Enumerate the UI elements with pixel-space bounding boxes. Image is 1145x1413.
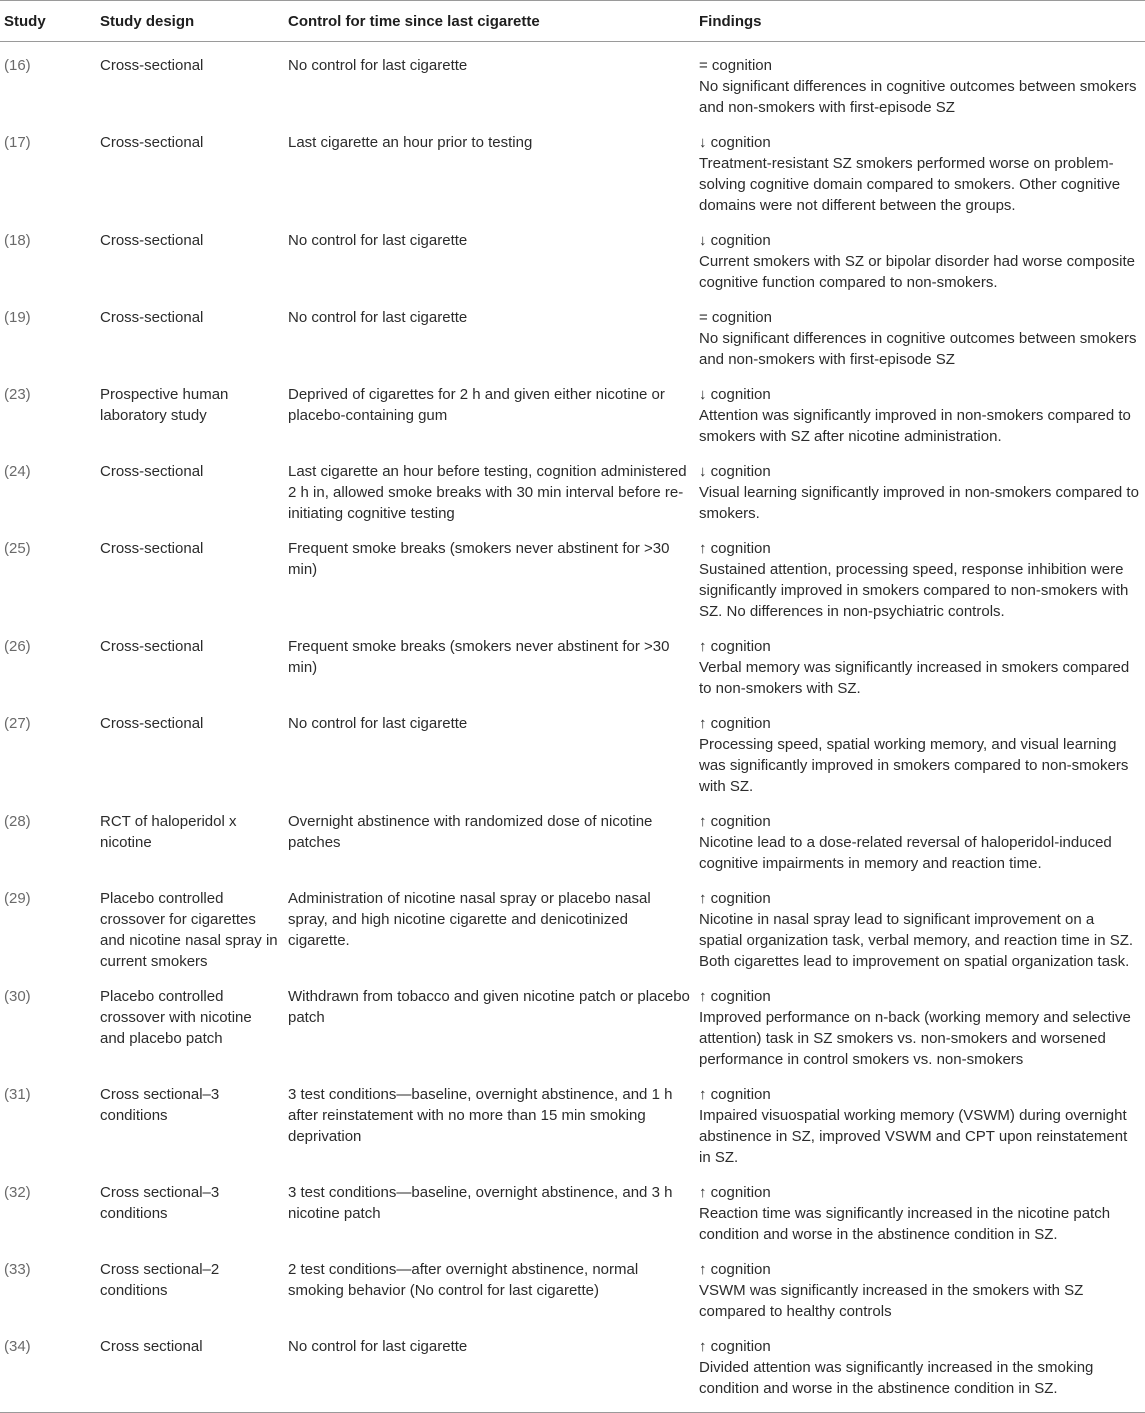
findings-cell [695, 1084, 1145, 1182]
effect-direction: ↓ cognition [699, 134, 771, 151]
study-design-cell: Cross-sectional [100, 232, 204, 249]
effect-direction: ↓ cognition [699, 386, 771, 403]
study-ref-link[interactable]: (24) [4, 463, 31, 480]
table-row [0, 307, 1145, 384]
table-row [0, 42, 1145, 133]
study-ref-link[interactable]: (29) [4, 890, 31, 907]
findings-description: Processing speed, spatial working memory, and visual learning was significantly improved in smokers compared to non-smokers with SZ. [699, 736, 1129, 795]
study-design-cell: Prospective human laboratory study [100, 386, 229, 424]
study-ref-link[interactable]: (17) [4, 134, 31, 151]
effect-direction: ↑ cognition [699, 1184, 771, 1201]
table-row [0, 1259, 1145, 1336]
table-row [0, 384, 1145, 461]
control-cell: Deprived of cigarettes for 2 h and given either nicotine or placebo-containing gum [288, 386, 665, 424]
findings-description: Current smokers with SZ or bipolar disorder had worse composite cognitive function compared to non-smokers. [699, 253, 1136, 291]
study-design-cell: Cross-sectional [100, 638, 204, 655]
control-cell: Last cigarette an hour before testing, cognition administered 2 h in, allowed smoke breaks with 30 min interval before re-initiating cognitive testing [288, 463, 687, 522]
control-cell: No control for last cigarette [288, 309, 468, 326]
control-cell: 2 test conditions—after overnight abstinence, normal smoking behavior (No control for last cigarette) [288, 1261, 639, 1299]
study-design-cell: Cross-sectional [100, 57, 204, 74]
study-ref-link[interactable]: (28) [4, 813, 31, 830]
findings-cell [695, 307, 1145, 384]
findings-cell [695, 1336, 1145, 1413]
header-control: Control for time since last cigarette [288, 13, 540, 30]
effect-direction: ↓ cognition [699, 463, 771, 480]
study-ref-link[interactable]: (25) [4, 540, 31, 557]
table-row [0, 713, 1145, 811]
control-cell: Overnight abstinence with randomized dose of nicotine patches [288, 813, 653, 851]
findings-description: Attention was significantly improved in non-smokers compared to smokers with SZ after nicotine administration. [699, 407, 1131, 445]
study-ref-link[interactable]: (32) [4, 1184, 31, 1201]
table-row [0, 538, 1145, 636]
effect-direction: ↑ cognition [699, 1338, 771, 1355]
findings-description: Impaired visuospatial working memory (VSWM) during overnight abstinence in SZ, improved VSWM and CPT upon reinstatement in SZ. [699, 1107, 1128, 1166]
header-findings: Findings [699, 13, 762, 30]
study-design-cell: Cross sectional–2 conditions [100, 1261, 220, 1299]
table-row [0, 986, 1145, 1084]
table-row [0, 461, 1145, 538]
table-row [0, 1336, 1145, 1413]
findings-description: No significant differences in cognitive outcomes between smokers and non-smokers with first-episode SZ [699, 330, 1137, 368]
control-cell: Withdrawn from tobacco and given nicotine patch or placebo patch [288, 988, 690, 1026]
findings-description: VSWM was significantly increased in the smokers with SZ compared to healthy controls [699, 1282, 1084, 1320]
control-cell: Administration of nicotine nasal spray or placebo nasal spray, and high nicotine cigarette and denicotinized cigarette. [288, 890, 651, 949]
study-ref-link[interactable]: (27) [4, 715, 31, 732]
control-cell: No control for last cigarette [288, 232, 468, 249]
study-design-cell: Placebo controlled crossover for cigarettes and nicotine nasal spray in current smokers [100, 890, 278, 970]
findings-description: Visual learning significantly improved in non-smokers compared to smokers. [699, 484, 1139, 522]
study-design-cell: Cross sectional–3 conditions [100, 1184, 220, 1222]
table-row [0, 1084, 1145, 1182]
findings-description: Divided attention was significantly increased in the smoking condition and worse in the abstinence condition in SZ. [699, 1359, 1094, 1397]
control-cell: No control for last cigarette [288, 1338, 468, 1355]
effect-direction: ↑ cognition [699, 1261, 771, 1278]
table-row [0, 811, 1145, 888]
effect-direction: = cognition [699, 309, 772, 326]
study-design-cell: Placebo controlled crossover with nicotine and placebo patch [100, 988, 252, 1047]
findings-cell [695, 132, 1145, 230]
header-row [0, 1, 1145, 42]
findings-description: Nicotine in nasal spray lead to significant improvement on a spatial organization task, verbal memory, and reaction time in SZ. Both cigarettes lead to improvement on spatial organization task. [699, 911, 1134, 970]
findings-description: Treatment-resistant SZ smokers performed worse on problem-solving cognitive domain compared to smokers. Other cognitive domains were not different between the groups. [699, 155, 1121, 214]
effect-direction: ↑ cognition [699, 813, 771, 830]
study-design-cell: Cross-sectional [100, 715, 204, 732]
study-design-cell: Cross-sectional [100, 540, 204, 557]
effect-direction: = cognition [699, 57, 772, 74]
study-design-cell: Cross sectional [100, 1338, 203, 1355]
study-ref-link[interactable]: (33) [4, 1261, 31, 1278]
findings-cell [695, 42, 1145, 133]
effect-direction: ↑ cognition [699, 715, 771, 732]
study-ref-link[interactable]: (34) [4, 1338, 31, 1355]
study-ref-link[interactable]: (26) [4, 638, 31, 655]
study-ref-link[interactable]: (30) [4, 988, 31, 1005]
table-header [0, 1, 1145, 42]
effect-direction: ↑ cognition [699, 638, 771, 655]
study-design-cell: Cross-sectional [100, 134, 204, 151]
findings-cell [695, 713, 1145, 811]
study-design-cell: Cross-sectional [100, 463, 204, 480]
findings-description: Nicotine lead to a dose-related reversal of haloperidol-induced cognitive impairments in memory and reaction time. [699, 834, 1112, 872]
control-cell: No control for last cigarette [288, 715, 468, 732]
control-cell: 3 test conditions—baseline, overnight abstinence, and 1 h after reinstatement with no more than 15 min smoking deprivation [288, 1086, 673, 1145]
control-cell: Frequent smoke breaks (smokers never abstinent for >30 min) [288, 540, 670, 578]
findings-description: Sustained attention, processing speed, response inhibition were significantly improved in smokers compared to non-smokers with SZ. No differences in non-psychiatric controls. [699, 561, 1129, 620]
findings-cell [695, 461, 1145, 538]
findings-cell [695, 1259, 1145, 1336]
study-design-cell: Cross sectional–3 conditions [100, 1086, 220, 1124]
study-ref-link[interactable]: (16) [4, 57, 31, 74]
effect-direction: ↑ cognition [699, 540, 771, 557]
header-study-design: Study design [100, 13, 195, 30]
table-body [0, 42, 1145, 1413]
findings-cell [695, 1182, 1145, 1259]
table-row [0, 230, 1145, 307]
findings-description: Reaction time was significantly increased in the nicotine patch condition and worse in the abstinence condition in SZ. [699, 1205, 1111, 1243]
findings-cell [695, 811, 1145, 888]
study-design-cell: RCT of haloperidol x nicotine [100, 813, 237, 851]
header-study: Study [4, 13, 46, 30]
table-row [0, 888, 1145, 986]
findings-cell [695, 538, 1145, 636]
effect-direction: ↑ cognition [699, 988, 771, 1005]
table-row [0, 132, 1145, 230]
findings-cell [695, 384, 1145, 461]
table-row [0, 636, 1145, 713]
study-ref-link[interactable]: (31) [4, 1086, 31, 1103]
effect-direction: ↑ cognition [699, 890, 771, 907]
study-design-cell: Cross-sectional [100, 309, 204, 326]
study-ref-link[interactable]: (18) [4, 232, 31, 249]
control-cell: Frequent smoke breaks (smokers never abstinent for >30 min) [288, 638, 670, 676]
table-row [0, 1182, 1145, 1259]
study-ref-link[interactable]: (23) [4, 386, 31, 403]
findings-cell [695, 986, 1145, 1084]
effect-direction: ↑ cognition [699, 1086, 771, 1103]
findings-description: Improved performance on n-back (working memory and selective attention) task in SZ smokers vs. non-smokers and worsened performance in control smokers vs. non-smokers [699, 1009, 1131, 1068]
findings-cell [695, 636, 1145, 713]
control-cell: Last cigarette an hour prior to testing [288, 134, 533, 151]
findings-description: No significant differences in cognitive outcomes between smokers and non-smokers with first-episode SZ [699, 78, 1137, 116]
findings-cell [695, 230, 1145, 307]
effect-direction: ↓ cognition [699, 232, 771, 249]
findings-cell [695, 888, 1145, 986]
study-ref-link[interactable]: (19) [4, 309, 31, 326]
findings-description: Verbal memory was significantly increased in smokers compared to non-smokers with SZ. [699, 659, 1130, 697]
control-cell: 3 test conditions—baseline, overnight abstinence, and 3 h nicotine patch [288, 1184, 673, 1222]
control-cell: No control for last cigarette [288, 57, 468, 74]
